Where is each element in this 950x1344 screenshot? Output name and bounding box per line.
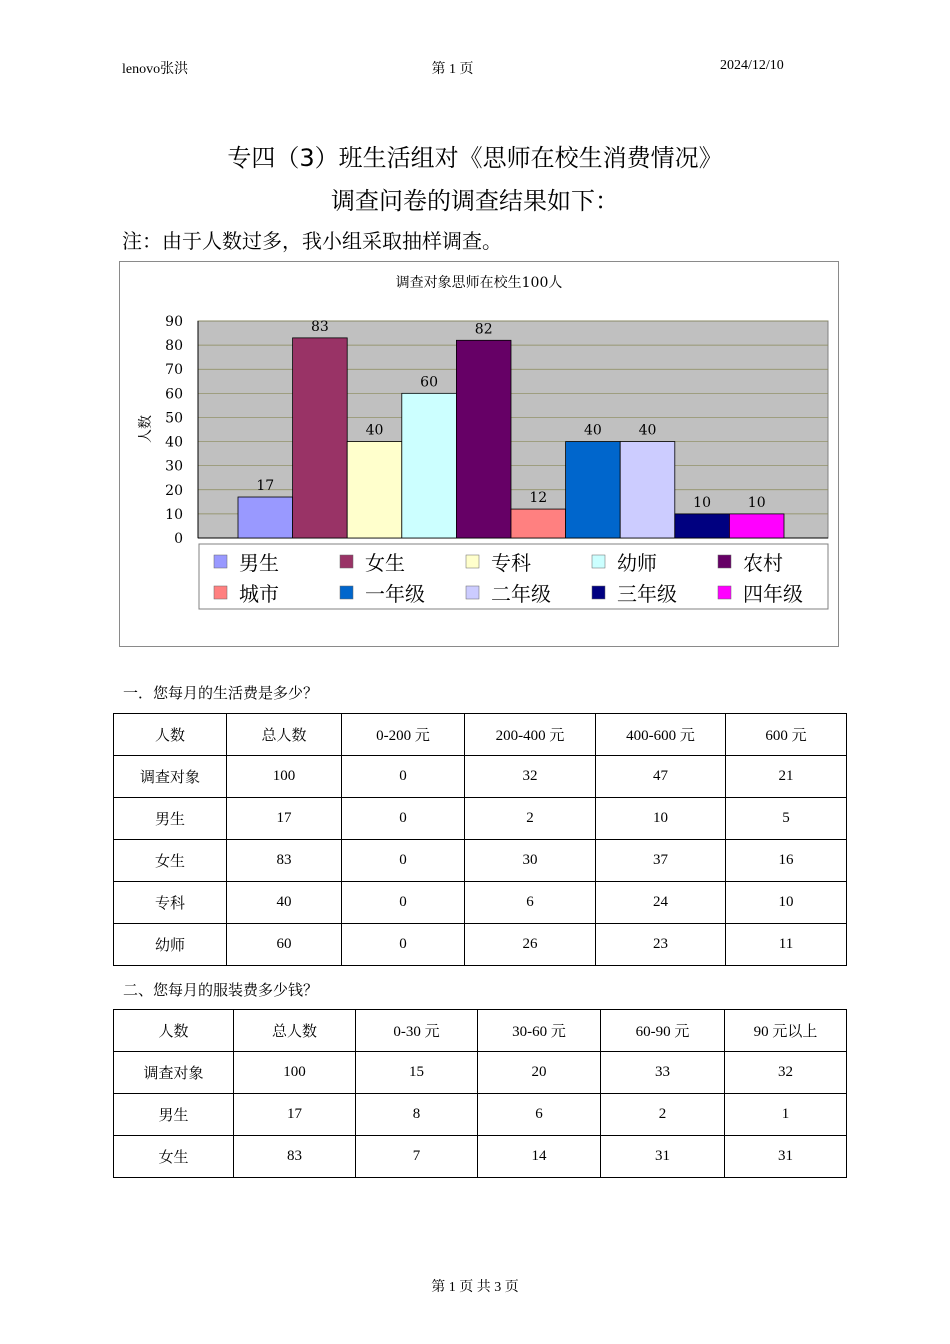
table-cell: 5 bbox=[726, 798, 847, 840]
table-row bbox=[114, 882, 847, 924]
table-cell: 32 bbox=[465, 756, 596, 798]
bar-value-label: 40 bbox=[583, 422, 602, 439]
legend-swatch bbox=[214, 555, 227, 568]
table-header-cell: 90 元以上 bbox=[725, 1010, 847, 1052]
table-header-cell: 600 元 bbox=[726, 714, 847, 756]
table-cell: 0 bbox=[342, 882, 465, 924]
table-cell: 33 bbox=[601, 1052, 725, 1094]
y-tick-label: 80 bbox=[165, 338, 183, 355]
table-cell: 17 bbox=[227, 798, 342, 840]
table-header-cell: 0-200 元 bbox=[342, 714, 465, 756]
table-cell: 调查对象 bbox=[114, 1052, 234, 1094]
table-cell: 24 bbox=[596, 882, 726, 924]
table-cell: 男生 bbox=[114, 798, 227, 840]
bar-value-label: 10 bbox=[747, 494, 766, 511]
table-cell: 23 bbox=[596, 924, 726, 966]
table-cell: 1 bbox=[725, 1094, 847, 1136]
legend-swatch bbox=[340, 555, 353, 568]
legend-label: 城市 bbox=[239, 582, 279, 606]
y-tick-label: 40 bbox=[165, 434, 183, 451]
bar-value-label: 10 bbox=[693, 494, 712, 511]
bar-7 bbox=[566, 442, 621, 538]
table-cell: 2 bbox=[601, 1094, 725, 1136]
chart-canvas bbox=[120, 262, 838, 646]
table-header-cell: 人数 bbox=[114, 714, 227, 756]
table-row bbox=[114, 840, 847, 882]
bar-2 bbox=[293, 338, 348, 538]
table-cell: 男生 bbox=[114, 1094, 234, 1136]
legend-swatch bbox=[214, 586, 227, 599]
survey-bar-chart bbox=[119, 261, 839, 647]
page-footer: 第 1 页 共 3 页 bbox=[431, 1280, 519, 1295]
legend-swatch bbox=[466, 586, 479, 599]
legend-swatch bbox=[592, 586, 605, 599]
table-row bbox=[114, 798, 847, 840]
table-header-cell: 400-600 元 bbox=[596, 714, 726, 756]
table-cell: 83 bbox=[227, 840, 342, 882]
bar-1 bbox=[238, 497, 293, 538]
table-row bbox=[114, 1052, 847, 1094]
table-cell: 女生 bbox=[114, 1136, 234, 1178]
y-tick-label: 50 bbox=[165, 410, 183, 427]
table-cell: 17 bbox=[234, 1094, 356, 1136]
y-axis-label: 人数 bbox=[138, 415, 154, 443]
table-cell: 40 bbox=[227, 882, 342, 924]
table-cell: 女生 bbox=[114, 840, 227, 882]
table-cell: 32 bbox=[725, 1052, 847, 1094]
table-header-cell: 人数 bbox=[114, 1010, 234, 1052]
legend-swatch bbox=[466, 555, 479, 568]
y-tick-label: 20 bbox=[165, 482, 183, 499]
bar-10 bbox=[729, 514, 784, 538]
table-cell: 30 bbox=[465, 840, 596, 882]
table-header-cell: 0-30 元 bbox=[356, 1010, 478, 1052]
clothing-expense-table bbox=[113, 1009, 847, 1178]
table-row bbox=[114, 1136, 847, 1178]
legend-label: 专科 bbox=[491, 551, 531, 575]
bar-5 bbox=[456, 340, 511, 538]
table-cell: 2 bbox=[465, 798, 596, 840]
table-cell: 100 bbox=[227, 756, 342, 798]
table-cell: 0 bbox=[342, 798, 465, 840]
legend-label: 女生 bbox=[365, 551, 405, 575]
header-page-number: 第 1 页 bbox=[431, 62, 474, 77]
y-tick-label: 10 bbox=[165, 506, 183, 523]
legend-label: 一年级 bbox=[365, 582, 425, 606]
table-cell: 10 bbox=[596, 798, 726, 840]
table-cell: 20 bbox=[478, 1052, 601, 1094]
legend-label: 幼师 bbox=[617, 551, 657, 575]
y-tick-label: 90 bbox=[165, 314, 183, 330]
table-cell: 100 bbox=[234, 1052, 356, 1094]
table-header-row bbox=[114, 714, 847, 756]
bar-9 bbox=[675, 514, 730, 538]
document-title-line2: 调查问卷的调查结果如下： bbox=[331, 187, 619, 215]
bar-value-label: 60 bbox=[420, 374, 439, 391]
bar-value-label: 12 bbox=[529, 490, 548, 507]
sampling-note: 注：由于人数过多，我小组采取抽样调查。 bbox=[122, 229, 502, 253]
table-cell: 11 bbox=[726, 924, 847, 966]
table-cell: 10 bbox=[726, 882, 847, 924]
table-row bbox=[114, 1094, 847, 1136]
bar-8 bbox=[620, 442, 675, 538]
table-cell: 6 bbox=[478, 1094, 601, 1136]
table-cell: 16 bbox=[726, 840, 847, 882]
legend-swatch bbox=[340, 586, 353, 599]
y-tick-label: 0 bbox=[174, 531, 183, 547]
table-cell: 7 bbox=[356, 1136, 478, 1178]
table-row bbox=[114, 756, 847, 798]
document-title-line1: 专四（3）班生活组对《思师在校生消费情况》 bbox=[227, 144, 723, 172]
table-cell: 47 bbox=[596, 756, 726, 798]
question-1: 一．您每月的生活费是多少？ bbox=[123, 684, 319, 702]
table-cell: 6 bbox=[465, 882, 596, 924]
table-cell: 8 bbox=[356, 1094, 478, 1136]
legend-label: 二年级 bbox=[491, 582, 551, 606]
y-tick-label: 30 bbox=[165, 458, 183, 475]
table-cell: 调查对象 bbox=[114, 756, 227, 798]
bar-value-label: 82 bbox=[474, 321, 493, 338]
table-header-cell: 总人数 bbox=[234, 1010, 356, 1052]
table-cell: 15 bbox=[356, 1052, 478, 1094]
legend-swatch bbox=[592, 555, 605, 568]
bar-3 bbox=[347, 442, 402, 538]
table-cell: 26 bbox=[465, 924, 596, 966]
table-cell: 31 bbox=[725, 1136, 847, 1178]
bar-4 bbox=[402, 393, 457, 538]
table-cell: 幼师 bbox=[114, 924, 227, 966]
table-cell: 21 bbox=[726, 756, 847, 798]
legend-label: 三年级 bbox=[617, 582, 677, 606]
table-cell: 37 bbox=[596, 840, 726, 882]
table-cell: 31 bbox=[601, 1136, 725, 1178]
legend-label: 男生 bbox=[239, 551, 279, 575]
table-header-cell: 200-400 元 bbox=[465, 714, 596, 756]
header-author: lenovo张洪 bbox=[122, 62, 189, 77]
table-cell: 14 bbox=[478, 1136, 601, 1178]
table-header-row bbox=[114, 1010, 847, 1052]
bar-value-label: 40 bbox=[365, 422, 384, 439]
y-tick-label: 60 bbox=[165, 386, 183, 403]
y-tick-label: 70 bbox=[165, 362, 183, 379]
table-header-cell: 总人数 bbox=[227, 714, 342, 756]
bar-6 bbox=[511, 509, 566, 538]
table-header-cell: 30-60 元 bbox=[478, 1010, 601, 1052]
table-cell: 60 bbox=[227, 924, 342, 966]
table-cell: 0 bbox=[342, 924, 465, 966]
header-date: 2024/12/10 bbox=[720, 58, 784, 73]
table-cell: 0 bbox=[342, 756, 465, 798]
living-expense-table bbox=[113, 713, 847, 966]
table-cell: 0 bbox=[342, 840, 465, 882]
question-2: 二、您每月的服装费多少钱？ bbox=[123, 981, 319, 999]
table-cell: 83 bbox=[234, 1136, 356, 1178]
bar-value-label: 83 bbox=[310, 318, 329, 335]
bar-value-label: 40 bbox=[638, 422, 657, 439]
legend-swatch bbox=[718, 555, 731, 568]
table-cell: 专科 bbox=[114, 882, 227, 924]
legend-swatch bbox=[718, 586, 731, 599]
chart-title: 调查对象思师在校生100人 bbox=[395, 275, 563, 291]
table-header-cell: 60-90 元 bbox=[601, 1010, 725, 1052]
bar-value-label: 17 bbox=[256, 478, 275, 495]
legend-label: 四年级 bbox=[743, 582, 803, 606]
table-row bbox=[114, 924, 847, 966]
legend-label: 农村 bbox=[743, 551, 783, 575]
